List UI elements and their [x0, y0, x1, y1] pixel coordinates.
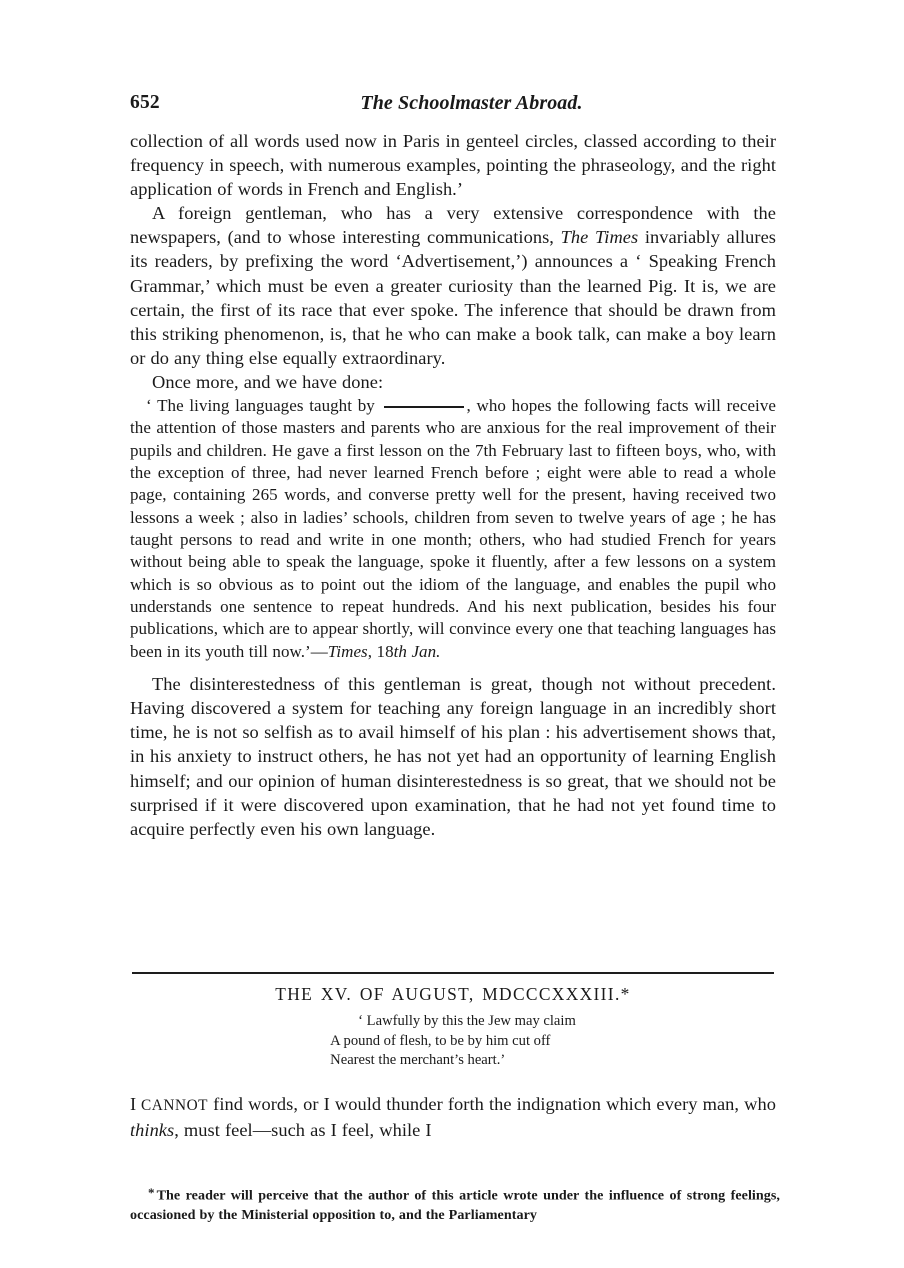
extract-source-sep: , 18	[367, 641, 394, 661]
epigraph-line: Nearest the merchant’s heart.’	[330, 1052, 506, 1069]
opening-after-caps: find words, or I would thunder forth the indignation which every man, who	[208, 1094, 776, 1114]
section-divider-rule	[132, 972, 774, 974]
article-heading: THE XV. OF AUGUST, MDCCCXXXIII.*	[275, 984, 631, 1004]
extract-body: , who hopes the following facts will receive the attention of those masters and parents who are anxious for the real improvement of their pupils and children. He gave a first lesson on the 7th February last to fifteen boys, who, with the exception of three, had never learned French before ; eight were able to read a whole page, containing 265 words, and converse pretty well for the present, having received two lessons a week ; also in ladies’ schools, children from seven to twelve years of age ; he has taught persons to read and write in one month; others, who had studied French for years without being able to speak the language, spoke it fluently, after a few lessons on a system which is so obvious as to point out the idiom of the language, and enables the pupil who understands one sentence to repeat hundreds. And his next publication, besides his four publications, which are to appear shortly, will convince every one that teaching languages has been in its youth till now.’—	[130, 396, 776, 661]
epigraph-block	[130, 1012, 776, 1071]
footnote-text	[130, 1183, 780, 1225]
italic-the-times: The Times	[560, 227, 639, 248]
paragraph-continued: collection of all words used now in Paris in genteel circles, classed according to their frequency in speech, with numerous examples, pointing the phraseology, and the right application of words in French and English.’	[130, 131, 776, 200]
paragraph-once-more: Once more, and we have done:	[152, 371, 384, 392]
page-folio-number: 652	[130, 92, 160, 113]
small-caps-word: CANNOT	[141, 1097, 209, 1114]
footnote-block	[130, 1183, 780, 1225]
run-text: A foreign gentleman, who has a very extensive correspondence with the newspapers, (and to whose interesting communications,	[130, 203, 776, 248]
opening-small-caps	[136, 1097, 208, 1114]
running-head	[130, 92, 775, 118]
paragraph-opening	[130, 1092, 776, 1142]
text-column	[130, 129, 776, 841]
extract-lead: ‘ The living languages taught by	[146, 396, 381, 416]
paragraph-foreign-gentleman	[130, 201, 776, 370]
opening-tail: , must feel—such as I feel, while I	[174, 1120, 432, 1141]
running-head-title: The Schoolmaster Abroad.	[360, 92, 583, 114]
footnote-marker: *	[148, 1185, 155, 1200]
article-opening	[130, 1092, 776, 1142]
quoted-extract	[130, 395, 776, 663]
epigraph-line: ‘ Lawfully by this the Jew may claim	[358, 1013, 576, 1029]
opening-first-word: I	[130, 1094, 137, 1114]
extract-source-times: Times	[327, 641, 368, 661]
redacted-name-rule	[381, 399, 467, 411]
footnote-body: The reader will perceive that the author of this article wrote under the influence of strong feelings, occasioned by the Ministerial opposition to, and the Parliamentary	[130, 1187, 780, 1223]
paragraph-disinterestedness: The disinterestedness of this gentleman is great, though not without precedent. Having discovered a system for teaching any foreign language in an incredibly short time, he is not so selfish as to avail himself of his plan : his advertisement shows that, in his anxiety to instruct others, he has not yet had an opportunity of learning English himself; and our opinion of human disinterestedness is so great, that we should not be surprised if it were discovered upon examination, that he had not yet found time to acquire perfectly even his own language.	[130, 674, 776, 839]
run-text: invariably allures its readers, by prefixing the word ‘Advertisement,’) announces a ‘ Speaking French Grammar,’ which must be even a greater curiosity than the learned Pig. It is, we are certain, the first of its race that ever spoke. The inference that should be drawn from this striking phenomenon, is, that he who can make a book talk, can make a boy learn or do any thing else equally extraordinary.	[130, 227, 776, 368]
epigraph-verse	[330, 1012, 576, 1071]
extract-source-date: th Jan.	[393, 641, 441, 661]
epigraph-line: A pound of flesh, to be by him cut off	[330, 1032, 551, 1049]
italic-thinks: thinks	[130, 1120, 175, 1141]
